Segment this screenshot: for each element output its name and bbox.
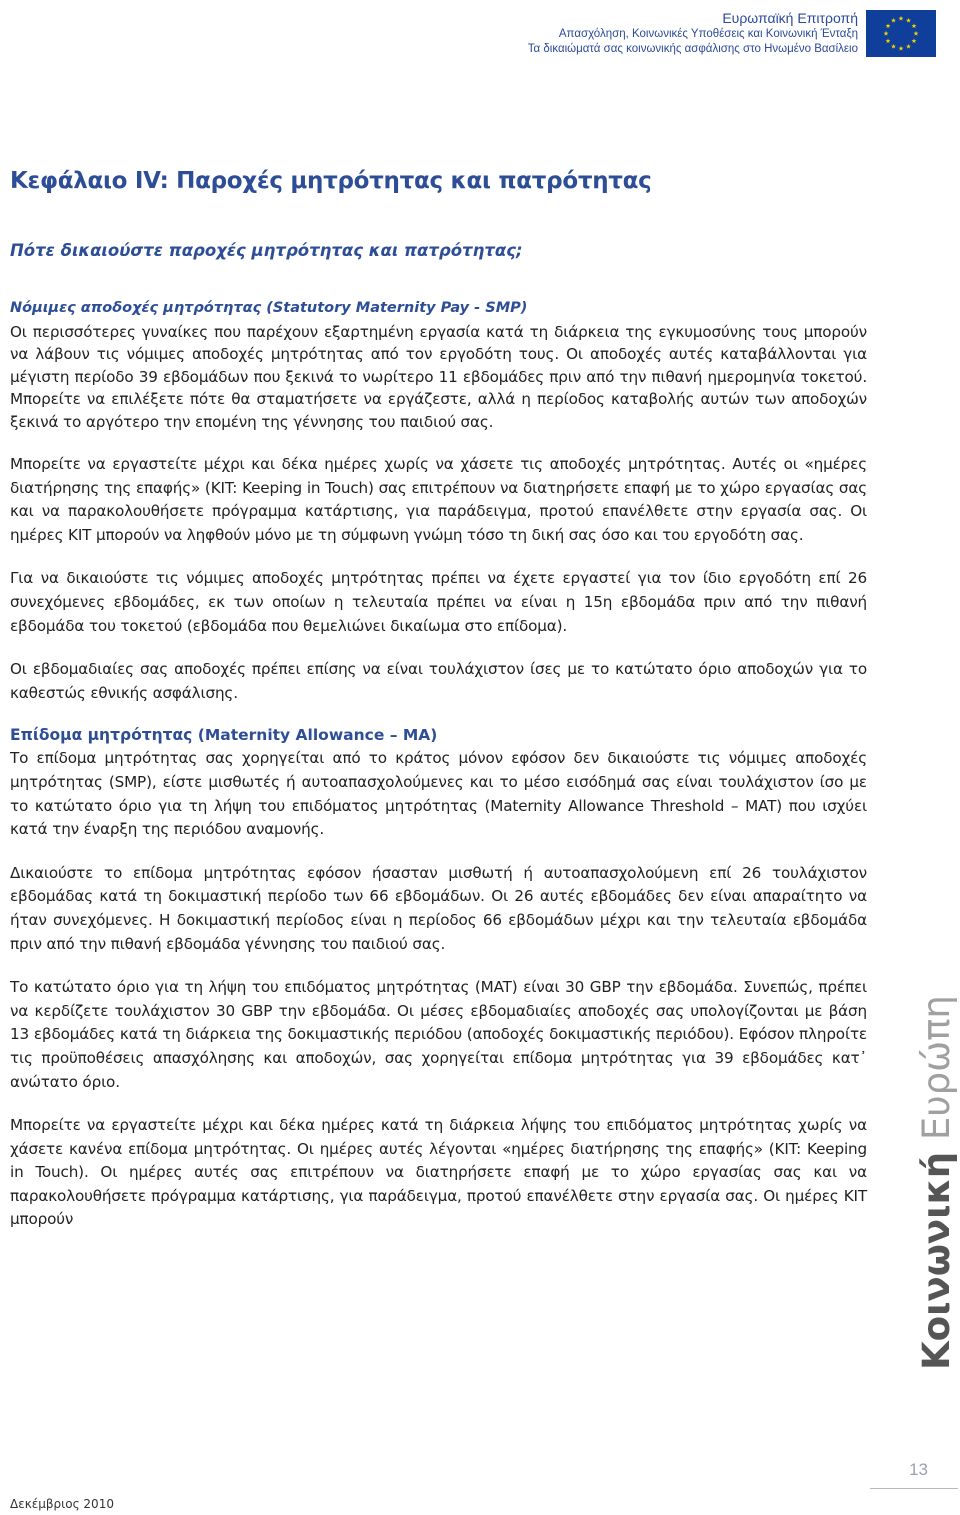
ma-paragraph: Το επίδομα μητρότητας σας χορηγείται από το κράτος μόνον εφόσον δεν δικαιούστε τις νόμιμες αποδοχές μητρότητας (SMP), είστε μισθωτές ή αυτοαπασχολούμενες και το μέσο εισόδημά σας είναι τουλάχιστον ίσο με το κατώτατο όριο για τη λήψη του επιδόματος μητρότητας (Maternity Allowance Threshold – MAT) που ισχύει κατά την έναρξη της περιόδου αναμονής. (10, 749, 867, 839)
page-number: 13 (909, 1460, 928, 1479)
section-question: Πότε δικαιούστε παροχές μητρότητας και πατρότητας; (10, 241, 523, 260)
header-directorate: Απασχόληση, Κοινωνικές Υποθέσεις και Κοινωνική Ένταξη (558, 28, 858, 40)
watermark-light: Ευρώπη (915, 995, 958, 1141)
eu-flag-logo (866, 10, 936, 57)
smp-paragraph: Μπορείτε να εργαστείτε μέχρι και δέκα ημέρες χωρίς να χάσετε τις αποδοχές μητρότητας. Αυτές οι «ημέρες διατήρησης της επαφής» (KIT: Keeping in Touch) σας επιτρέπουν να διατηρήσετε επαφή με το χώρο εργασίας σας και να παρακολουθήσετε πρόγραμμα κατάρτισης, για παράδειγμα, προτού επανέλθετε στην εργασία σας. Οι ημέρες KIT μπορούν να ληφθούν μόνο με τη σύμφωνη γνώμη τόσο τη δική σας όσο και του εργοδότη σας. (10, 455, 867, 544)
smp-heading: Νόμιμες αποδοχές μητρότητας (Statutory Maternity Pay - SMP) (10, 300, 528, 316)
watermark-text (915, 995, 958, 1370)
social-europe-watermark (905, 995, 958, 1370)
header-organization: Ευρωπαϊκή Επιτροπή (722, 10, 858, 26)
header-topic: Τα δικαιώματά σας κοινωνικής ασφάλισης στο Ηνωμένο Βασίλειο (527, 43, 858, 55)
smp-paragraph: Οι περισσότερες γυναίκες που παρέχουν εξαρτημένη εργασία κατά τη διάρκεια της εγκυμοσύνης τους μπορούν να λάβουν τις νόμιμες αποδοχές μητρότητας από τον εργοδότη τους. Οι αποδοχές αυτές καταβάλλονται για μέγιστη περίοδο 39 εβδομάδων που ξεκινά το νωρίτερο 11 εβδομάδες πριν από την πιθανή ημερομηνία τοκετού. Μπορείτε να επιλέξετε πότε θα σταματήσετε να εργάζεστε, αλλά η περίοδος καταβολής αυτών των αποδοχών ξεκινά το αργότερο την επομένη της γέννησης του παιδιού σας. (10, 323, 867, 431)
page-content (10, 160, 867, 1252)
footer-divider (870, 1488, 958, 1489)
footer-date: Δεκέμβριος 2010 (10, 1497, 114, 1511)
watermark-bold: Κοινωνική (915, 1151, 958, 1370)
header-text (528, 10, 858, 57)
chapter-title: Κεφάλαιο IV: Παροχές μητρότητας και πατρότητας (10, 168, 652, 194)
ma-paragraph: Μπορείτε να εργαστείτε μέχρι και δέκα ημέρες κατά τη διάρκεια λήψης του επιδόματος μητρότητας χωρίς να χάσετε κανένα επίδομα μητρότητας. Οι ημέρες αυτές λέγονται «ημέρες διατήρησης της επαφής» (KIT: Keeping in Touch). Οι ημέρες αυτές σας επιτρέπουν να διατηρήσετε επαφή με το χώρο εργασίας σας και να παρακολουθήσετε πρόγραμμα κατάρτισης, για παράδειγμα, προτού επανέλθετε στην εργασία σας. Οι ημέρες KIT μπορούν (10, 1116, 867, 1229)
ma-paragraph: Το κατώτατο όριο για τη λήψη του επιδόματος μητρότητας (MAT) είναι 30 GBP την εβδομάδα. Συνεπώς, πρέπει να κερδίζετε τουλάχιστον 30 GBP την εβδομάδα. Οι μέσες εβδομαδιαίες αποδοχές σας υπολογίζονται με βάση 13 εβδομάδες κατά τη διάρκεια της δοκιμαστικής περιόδου (αποδοχές δοκιμαστικής περιόδου). Εφόσον πληροίτε τις προϋποθέσεις απασχόλησης και αποδοχών, σας χορηγείται επίδομα μητρότητας για 39 εβδομάδες κατ᾽ ανώτατο όριο. (10, 978, 867, 1091)
smp-paragraph: Οι εβδομαδιαίες σας αποδοχές πρέπει επίσης να είναι τουλάχιστον ίσες με το κατώτατο όριο αποδοχών για το καθεστώς εθνικής ασφάλισης. (10, 660, 867, 702)
document-header (528, 10, 936, 57)
ma-heading: Επίδομα μητρότητας (Maternity Allowance – MA) (10, 726, 438, 745)
smp-paragraph: Για να δικαιούστε τις νόμιμες αποδοχές μητρότητας πρέπει να έχετε εργαστεί για τον ίδιο εργοδότη επί 26 συνεχόμενες εβδομάδες, εκ των οποίων η τελευταία πρέπει να είναι η 15η εβδομάδα πριν από την πιθανή εβδομάδα του τοκετού (εβδομάδα που θεμελιώνει δικαίωμα στο επίδομα). (10, 569, 867, 635)
ma-paragraph: Δικαιούστε το επίδομα μητρότητας εφόσον ήσασταν μισθωτή ή αυτοαπασχολούμενη επί 26 τουλάχιστον εβδομάδας κατά τη δοκιμαστική περίοδο των 66 εβδομάδων. Οι 26 αυτές εβδομάδες δεν είναι απαραίτητο να ήταν συνεχόμενες. Η δοκιμαστική περίοδος είναι η περίοδος 66 εβδομάδων μέχρι και την τελευταία εβδομάδα πριν από την πιθανή εβδομάδα γέννησης του παιδιού σας. (10, 863, 867, 953)
